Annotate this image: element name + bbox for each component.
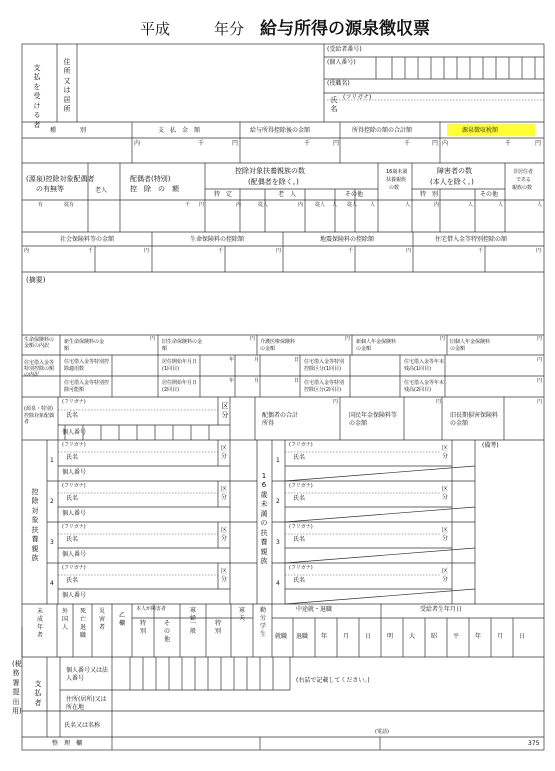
old-pension-label: 旧個人年金保険料の金額 (450, 339, 491, 352)
dep-unit: 円 (199, 202, 205, 208)
detail-yen: 円 (250, 336, 256, 342)
dep-unit: 従人 (258, 202, 269, 208)
balance1-label: 住宅借入金等年末残高(1回目) (404, 359, 445, 372)
under16-name-label: 氏名 (293, 536, 306, 543)
era-label: 平成 (140, 20, 171, 38)
disaster-flag: 災害者 (98, 608, 105, 632)
foreign-flag: 外国人 (61, 608, 68, 632)
dep-furigana: (フリガナ) (62, 442, 86, 448)
housing-possible-label: 住宅借入金等特別控除可能額 (64, 380, 110, 393)
detail-yen: 円 (150, 336, 156, 342)
under16-kubun: 区分 (442, 527, 449, 542)
midway-flag: 中途就・退職 (296, 606, 333, 613)
date-cell-label: 日 (519, 633, 526, 640)
after-deduction-header: 給与所得控除後の金額 (250, 127, 311, 134)
payer-label: 支 払 者 (34, 680, 42, 707)
self-disabled-flag: 本人が障害者 (136, 606, 167, 612)
under16-number: 3 (276, 539, 280, 546)
spouse-yen: 円 (537, 399, 543, 405)
type2-label: 住宅借入金等特別控除区分(2回目) (304, 380, 345, 393)
dep-furigana: (フリガナ) (62, 483, 86, 489)
page-number: 375 (528, 740, 540, 747)
special-label: 特 定 (214, 191, 233, 198)
under16-block-label: 16歳未満の扶養親族 (260, 472, 268, 565)
start-date2-label: 居住開始年月日(2回目) (162, 380, 198, 393)
furigana-label: (フリガナ) (343, 94, 372, 101)
withholding-header: 源泉徴収税額 (462, 127, 499, 134)
date-cell-label: 平 (453, 633, 460, 640)
ins-unit: 千 (478, 248, 484, 254)
special2-flag: 特別 (214, 620, 221, 636)
under16-name-label: 氏名 (293, 454, 306, 461)
date-cell-label: 月 (497, 633, 504, 640)
dep-block-label: 控除対象扶養親族 (31, 488, 39, 563)
amount-unit: 円 (535, 140, 542, 147)
payer-address-label: 住所(居所)又は所在地 (66, 696, 107, 711)
date-cell-label: 昭 (431, 633, 438, 640)
dep-furigana: (フリガナ) (62, 524, 86, 530)
dep-name-label: 氏名 (66, 536, 79, 543)
detail-unit: 月 (254, 357, 260, 363)
nonresident-label: 非居住者 (513, 169, 534, 175)
under16-furigana: (フリガナ) (289, 565, 313, 571)
dep-unit: 内 (434, 202, 440, 208)
under16-number: 1 (276, 457, 280, 464)
old-longterm-label: 旧長期損害保険料の金額 (450, 412, 499, 427)
dep-number: 1 (50, 457, 54, 464)
housing-count-label: 住宅借入金等特別控除適用数 (64, 359, 110, 372)
amount-unit: 千 (404, 140, 411, 147)
date-cell-label: 就職 (275, 633, 288, 640)
amount-unit: 円 (232, 140, 239, 147)
dep-unit: 内 (298, 202, 304, 208)
dep-kubun: 区分 (221, 568, 228, 583)
detail-unit: 円 (537, 357, 543, 363)
dep-number: 3 (50, 539, 54, 546)
dep-kubun: 区分 (221, 527, 228, 542)
detail-unit: 日 (294, 378, 300, 384)
under16-name-label: 氏名 (293, 577, 306, 584)
tax-office-side-label: (税務署提出用) (12, 660, 22, 716)
yes-label: 有 (38, 202, 44, 208)
dep-furigana: (フリガナ) (62, 565, 86, 571)
dep-personal-no: 個人番号 (62, 510, 87, 517)
deduction-total-header: 所得控除の額の合計額 (352, 127, 413, 134)
detail-yen: 円 (440, 336, 446, 342)
amount-unit: 内 (134, 140, 141, 147)
date-cell-label: 明 (387, 633, 394, 640)
housing-breakdown-label: 住宅借入金等特別控除の額の内訳 (24, 360, 55, 378)
under16-kubun: 区分 (442, 445, 449, 460)
disabled-label: 障害者の数 (437, 167, 472, 175)
other-flag: その他 (163, 620, 170, 644)
under16-number: 4 (276, 580, 280, 587)
ins-unit: 千 (88, 248, 94, 254)
life-ins-label: 生命保険料の控除額 (190, 236, 245, 243)
birth-flag: 受給者生年月日 (420, 606, 463, 613)
personal-no-label: (個人番号) (327, 59, 356, 66)
under16-kubun: 区分 (442, 486, 449, 501)
spouse-special-label2: 控 除 の 額 (130, 185, 179, 193)
spouse-yen: 円 (333, 399, 339, 405)
dep-count-label: 控除対象扶養親族の数 (235, 167, 305, 175)
under16-furigana: (フリガナ) (289, 483, 313, 489)
widower-flag: 寡夫 (238, 607, 245, 623)
ins-unit: 円 (406, 248, 412, 254)
old-label: 老 人 (278, 191, 297, 198)
detail-unit: 年 (229, 378, 235, 384)
death-flag: 死亡退職 (79, 608, 86, 640)
ins-unit: 円 (276, 248, 282, 254)
amount-unit: 円 (432, 140, 439, 147)
detail-yen: 円 (537, 336, 543, 342)
spouse-kubun-label: 区分 (221, 402, 229, 420)
general-flag: 一般 (189, 620, 196, 636)
detail-unit: 月 (254, 378, 260, 384)
name-label: 氏 名 (330, 96, 338, 114)
start-date1-label: 居住開始年月日(1回目) (162, 359, 198, 372)
pension-label: 国民年金保険料等の金額 (349, 412, 398, 427)
balance2-label: 住宅借入金等年末残高(2回目) (404, 380, 445, 393)
dep-personal-no: 個人番号 (62, 469, 87, 476)
nonresident-label3: 親族の数 (512, 185, 533, 191)
right-align-note: (右詰で記載してください。) (296, 677, 370, 684)
life-breakdown-label: 生命保険料の金額の内訳 (24, 337, 55, 349)
care-label: 介護医療保険料の金額 (260, 339, 296, 352)
dep-unit: 人 (498, 202, 504, 208)
dep-name-label: 氏名 (66, 454, 79, 461)
elderly-label: 老人 (95, 187, 108, 194)
nonresident-label2: である (516, 177, 532, 183)
ledger-label: 整 理 欄 (52, 740, 83, 747)
dep-number: 4 (50, 580, 54, 587)
social-ins-label: 社会保険料等の金額 (60, 236, 115, 243)
dep-number: 2 (50, 498, 54, 505)
spouse-block-label: (源泉・特別)控除対象配偶者 (24, 406, 55, 425)
special2-label: 特 別 (420, 191, 439, 198)
tel-label: (電話) (375, 729, 389, 735)
spouse-yen: 円 (436, 399, 442, 405)
position-label: (役職名) (327, 80, 350, 87)
dep-kubun: 区分 (221, 486, 228, 501)
under16-label2: 扶養親族 (386, 177, 407, 183)
date-cell-label: 大 (409, 633, 416, 640)
new-pension-label: 新個人年金保険料の金額 (356, 339, 397, 352)
ins-unit: 円 (144, 248, 150, 254)
payer-name-label: 氏名又は名称 (64, 722, 101, 729)
dep-name-label: 氏名 (66, 577, 79, 584)
payee-label: 支 払 を 受 け る 者 (33, 64, 41, 129)
old-life-label: 旧生命保険料の金額 (162, 339, 203, 352)
spouse-flag-label2: の有無等 (36, 185, 64, 193)
dep-personal-no: 個人番号 (62, 592, 87, 599)
ins-unit: 内 (24, 248, 30, 254)
dep-count-label2: (配偶者を除く。) (248, 178, 299, 186)
under16-number: 2 (276, 498, 280, 505)
year-label: 年分 (214, 20, 245, 38)
date-cell-label: 日 (365, 633, 372, 640)
amount-unit: 千 (304, 140, 311, 147)
spouse-personal-no-label: 個人番号 (62, 429, 87, 436)
dep-unit: 人 (332, 202, 338, 208)
date-cell-label: 年 (475, 633, 482, 640)
dep-unit: 千 (185, 202, 191, 208)
dep-unit: 人 (537, 202, 543, 208)
special-flag: 特別 (139, 620, 146, 636)
date-cell-label: 退職 (296, 633, 309, 640)
detail-unit: 日 (294, 357, 300, 363)
new-life-label: 新生命保険料の金額 (64, 339, 105, 352)
spouse-flag-label: (源泉)控除対象配偶者 (26, 175, 95, 183)
disabled-label2: (本人を除く。) (430, 178, 474, 186)
cohabit-label: 従有 (64, 202, 75, 208)
date-cell-label: 年 (321, 633, 328, 640)
student-flag: 勤労学生 (259, 607, 266, 639)
dep-personal-no: 個人番号 (62, 551, 87, 558)
under16-label3: の数 (389, 185, 400, 191)
type-header: 種 別 (50, 127, 87, 134)
amount-unit: 内 (442, 140, 449, 147)
dep-unit: 従人 (347, 202, 358, 208)
dep-unit: 従人 (315, 202, 326, 208)
otsu-flag: 乙欄 (118, 612, 125, 628)
under16-name-label: 氏名 (293, 495, 306, 502)
widow-flag: 寡婦 (189, 607, 196, 623)
under16-kubun: 区分 (442, 568, 449, 583)
dep-unit: 人 (370, 202, 376, 208)
spouse-name-label: 氏名 (66, 412, 79, 419)
payment-header: 支 払 金 額 (158, 127, 201, 134)
amount-unit: 円 (333, 140, 340, 147)
amount-unit: 千 (505, 140, 512, 147)
under16-label: 16歳未満 (386, 169, 408, 175)
detail-unit: 円 (537, 378, 543, 384)
dep-unit: 人 (405, 202, 411, 208)
dep-unit: 人 (468, 202, 474, 208)
spouse-income-label: 配偶者の合計所得 (262, 412, 299, 427)
detail-yen: 円 (345, 336, 351, 342)
ins-unit: 千 (348, 248, 354, 254)
detail-unit: 年 (229, 357, 235, 363)
notes-label: (備考) (482, 442, 499, 449)
ins-unit: 円 (536, 248, 542, 254)
type1-label: 住宅借入金等特別控除区分(1回目) (304, 359, 345, 372)
spouse-furigana: (フリガナ) (62, 399, 86, 405)
other2-label: その他 (480, 191, 499, 198)
ins-unit: 千 (218, 248, 224, 254)
remarks-label: (摘要) (26, 276, 46, 284)
recipient-no-label: (受給者番号) (327, 46, 362, 53)
address-label: 住 所 又 は 居 所 (63, 58, 71, 114)
quake-ins-label: 地震保険料の控除額 (320, 236, 375, 243)
minor-flag: 未成年者 (36, 608, 43, 640)
under16-furigana: (フリガナ) (289, 442, 313, 448)
dep-name-label: 氏名 (66, 495, 79, 502)
corp-no-label: 個人番号又は法人番号 (66, 667, 109, 682)
page-title: 給与所得の源泉徴収票 (260, 19, 430, 39)
housing-label: 住宅借入金等特別控除の額 (435, 236, 508, 243)
dep-kubun: 区分 (221, 445, 228, 460)
other-label: その他 (345, 191, 364, 198)
spouse-special-label: 配偶者(特別) (130, 175, 171, 183)
dep-unit: 内 (236, 202, 242, 208)
amount-unit: 千 (198, 140, 205, 147)
under16-furigana: (フリガナ) (289, 524, 313, 530)
date-cell-label: 月 (343, 633, 350, 640)
